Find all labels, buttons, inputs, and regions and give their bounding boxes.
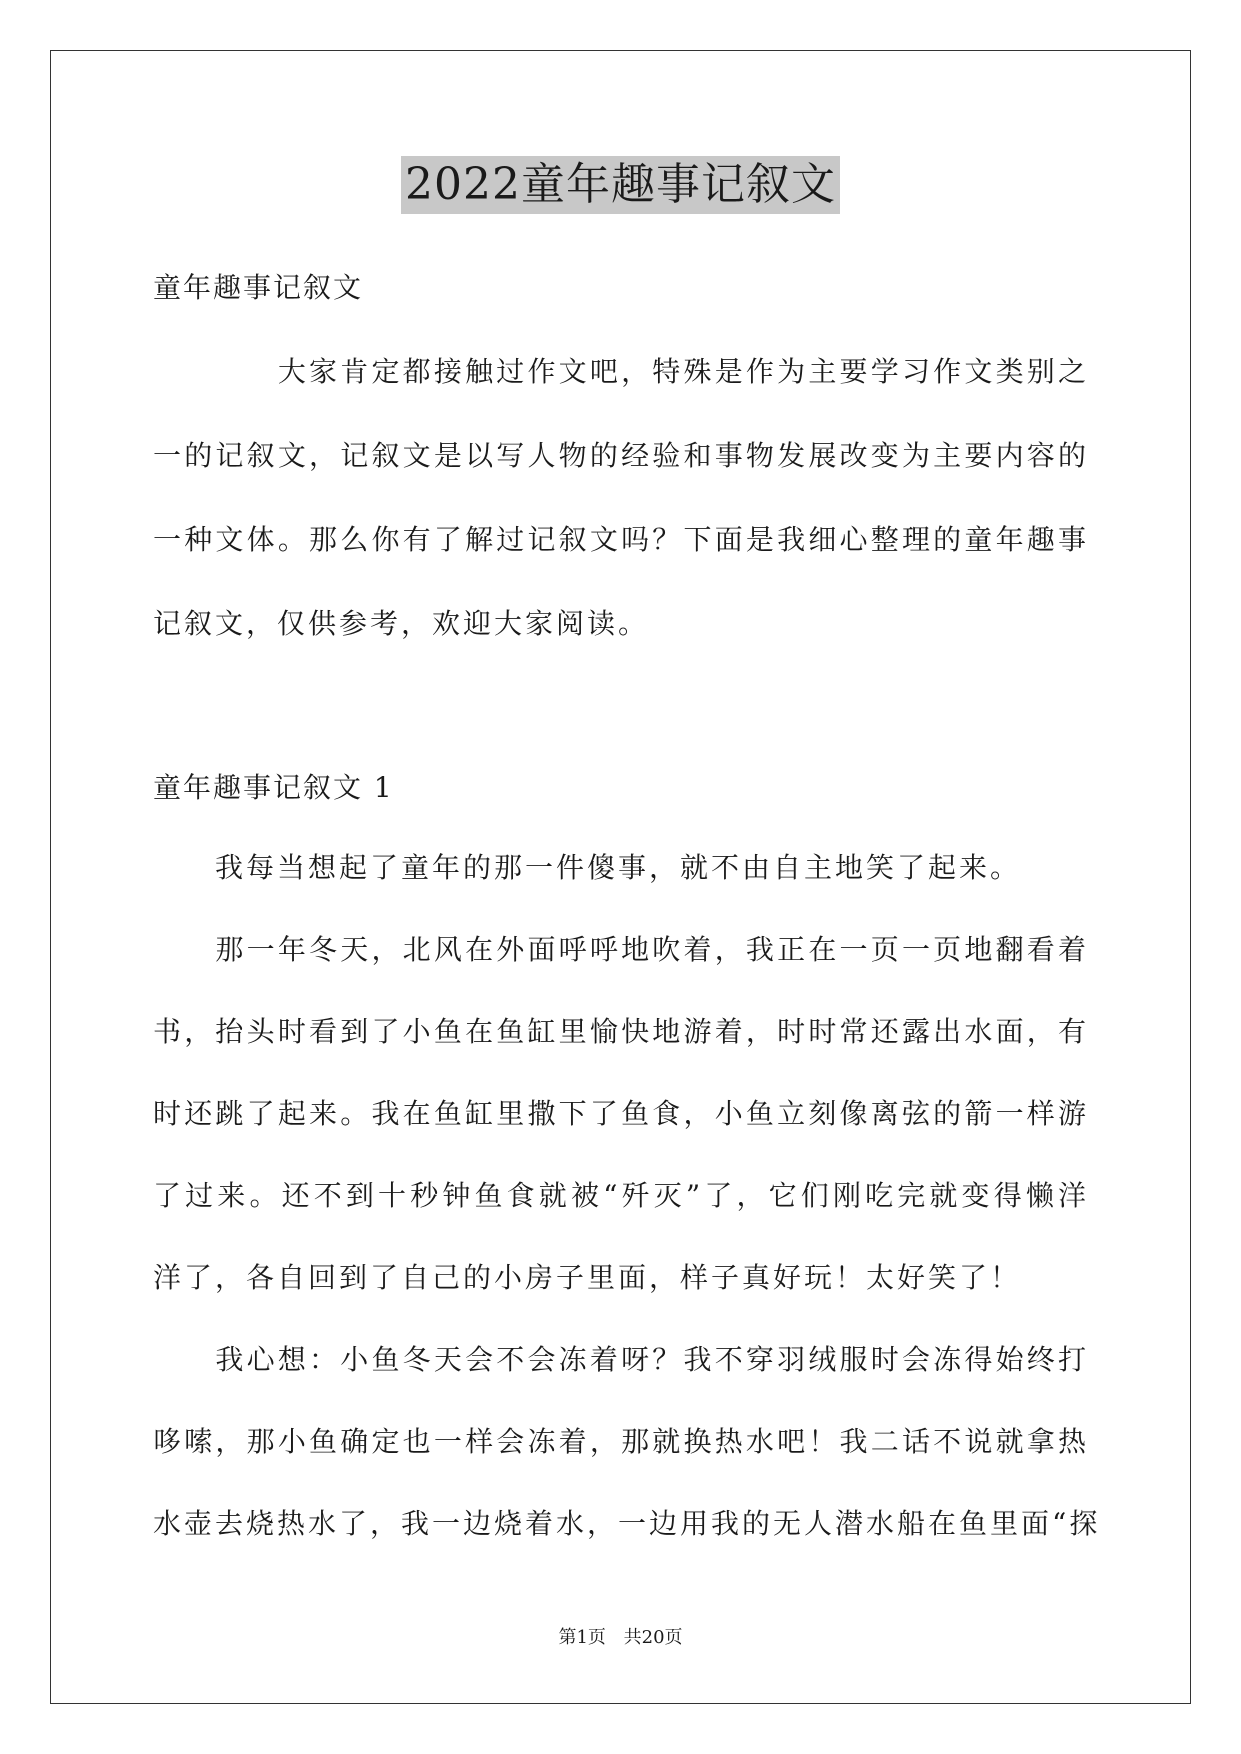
title-container [0, 156, 1241, 214]
body-line: 那一年冬天，北风在外面呼呼地吹着，我正在一页一页地翻看着 [153, 933, 1089, 966]
body-line: 哆嗦，那小鱼确定也一样会冻着，那就换热水吧！我二话不说就拿热 [153, 1425, 1089, 1458]
intro-line: 一的记叙文，记叙文是以写人物的经验和事物发展改变为主要内容的 [153, 439, 1089, 472]
intro-heading: 童年趣事记叙文 [153, 271, 364, 304]
body-line: 我每当想起了童年的那一件傻事，就不由自主地笑了起来。 [153, 851, 1022, 884]
intro-line: 大家肯定都接触过作文吧，特殊是作为主要学习作文类别之 [153, 355, 1089, 388]
body-line: 我心想：小鱼冬天会不会冻着呀？我不穿羽绒服时会冻得始终打 [153, 1343, 1089, 1376]
body-line: 了过来。还不到十秒钟鱼食就被“歼灭”了，它们刚吃完就变得懒洋 [153, 1179, 1089, 1212]
body-line: 洋了，各自回到了自己的小房子里面，样子真好玩！太好笑了！ [153, 1261, 1022, 1294]
document-title: 2022童年趣事记叙文 [401, 156, 840, 214]
page-footer [0, 1626, 1241, 1650]
page-number: 第1页 [558, 1627, 606, 1648]
body-line: 书，抬头时看到了小鱼在鱼缸里愉快地游着，时时常还露出水面，有 [153, 1015, 1089, 1048]
intro-line: 记叙文，仅供参考，欢迎大家阅读。 [153, 607, 650, 640]
intro-line: 一种文体。那么你有了解过记叙文吗？下面是我细心整理的童年趣事 [153, 523, 1089, 556]
body-line: 水壶去烧热水了，我一边烧着水，一边用我的无人潜水船在鱼里面“探 [153, 1507, 1101, 1540]
body-line: 时还跳了起来。我在鱼缸里撒下了鱼食，小鱼立刻像离弦的箭一样游 [153, 1097, 1089, 1130]
page-total: 共20页 [623, 1627, 683, 1648]
section-heading: 童年趣事记叙文 1 [153, 771, 394, 804]
